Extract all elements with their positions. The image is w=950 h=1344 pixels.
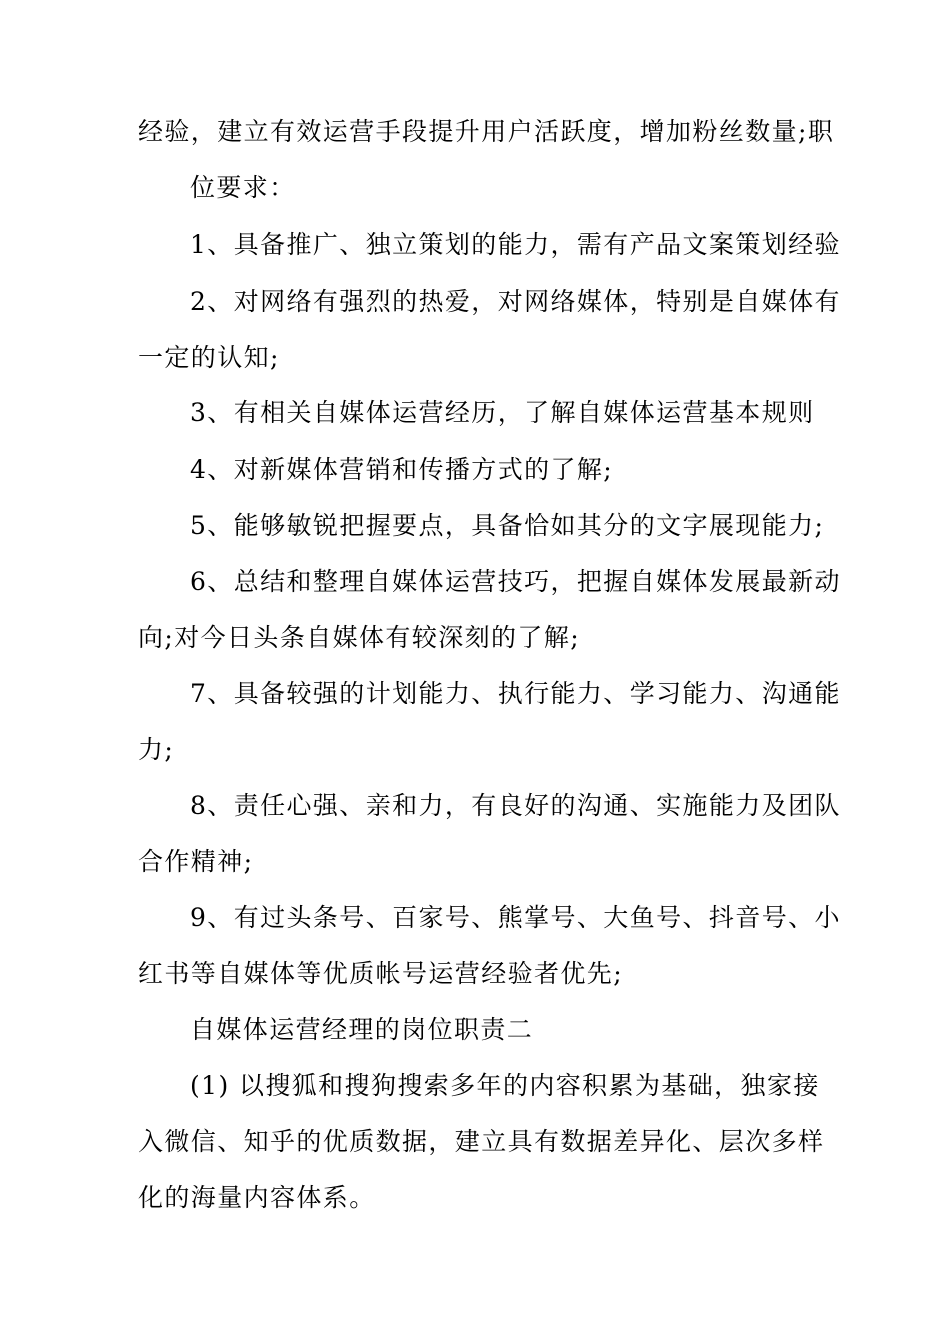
- text-line: 6、总结和整理自媒体运营技巧，把握自媒体发展最新动: [190, 567, 841, 596]
- text-line: 1、具备推广、独立策划的能力，需有产品文案策划经验: [190, 230, 841, 259]
- text-line: 9、有过头条号、百家号、熊掌号、大鱼号、抖音号、小: [190, 903, 841, 932]
- text-line: 向;对今日头条自媒体有较深刻的了解;: [138, 623, 581, 652]
- text-line: 红书等自媒体等优质帐号运营经验者优先;: [138, 959, 624, 988]
- text-line: 一定的认知;: [138, 343, 280, 372]
- text-line: 2、对网络有强烈的热爱，对网络媒体，特别是自媒体有: [190, 287, 841, 316]
- text-line: (1) 以搜狐和搜狗搜索多年的内容积累为基础，独家接: [190, 1071, 820, 1100]
- text-line: 经验，建立有效运营手段提升用户活跃度，增加粉丝数量;职: [138, 117, 835, 146]
- text-line: 4、对新媒体营销和传播方式的了解;: [190, 455, 614, 484]
- text-line: 3、有相关自媒体运营经历，了解自媒体运营基本规则: [190, 398, 815, 427]
- text-line: 力;: [138, 735, 175, 764]
- text-line: 7、具备较强的计划能力、执行能力、学习能力、沟通能: [190, 679, 841, 708]
- text-line: 入微信、知乎的优质数据，建立具有数据差异化、层次多样: [138, 1127, 825, 1156]
- text-line: 化的海量内容体系。: [138, 1183, 376, 1212]
- text-line: 位要求：: [190, 173, 296, 202]
- section-heading: 自媒体运营经理的岗位职责二: [190, 1015, 534, 1044]
- text-line: 8、责任心强、亲和力，有良好的沟通、实施能力及团队: [190, 791, 841, 820]
- text-line: 5、能够敏锐把握要点，具备恰如其分的文字展现能力;: [190, 511, 825, 540]
- text-line: 合作精神;: [138, 847, 254, 876]
